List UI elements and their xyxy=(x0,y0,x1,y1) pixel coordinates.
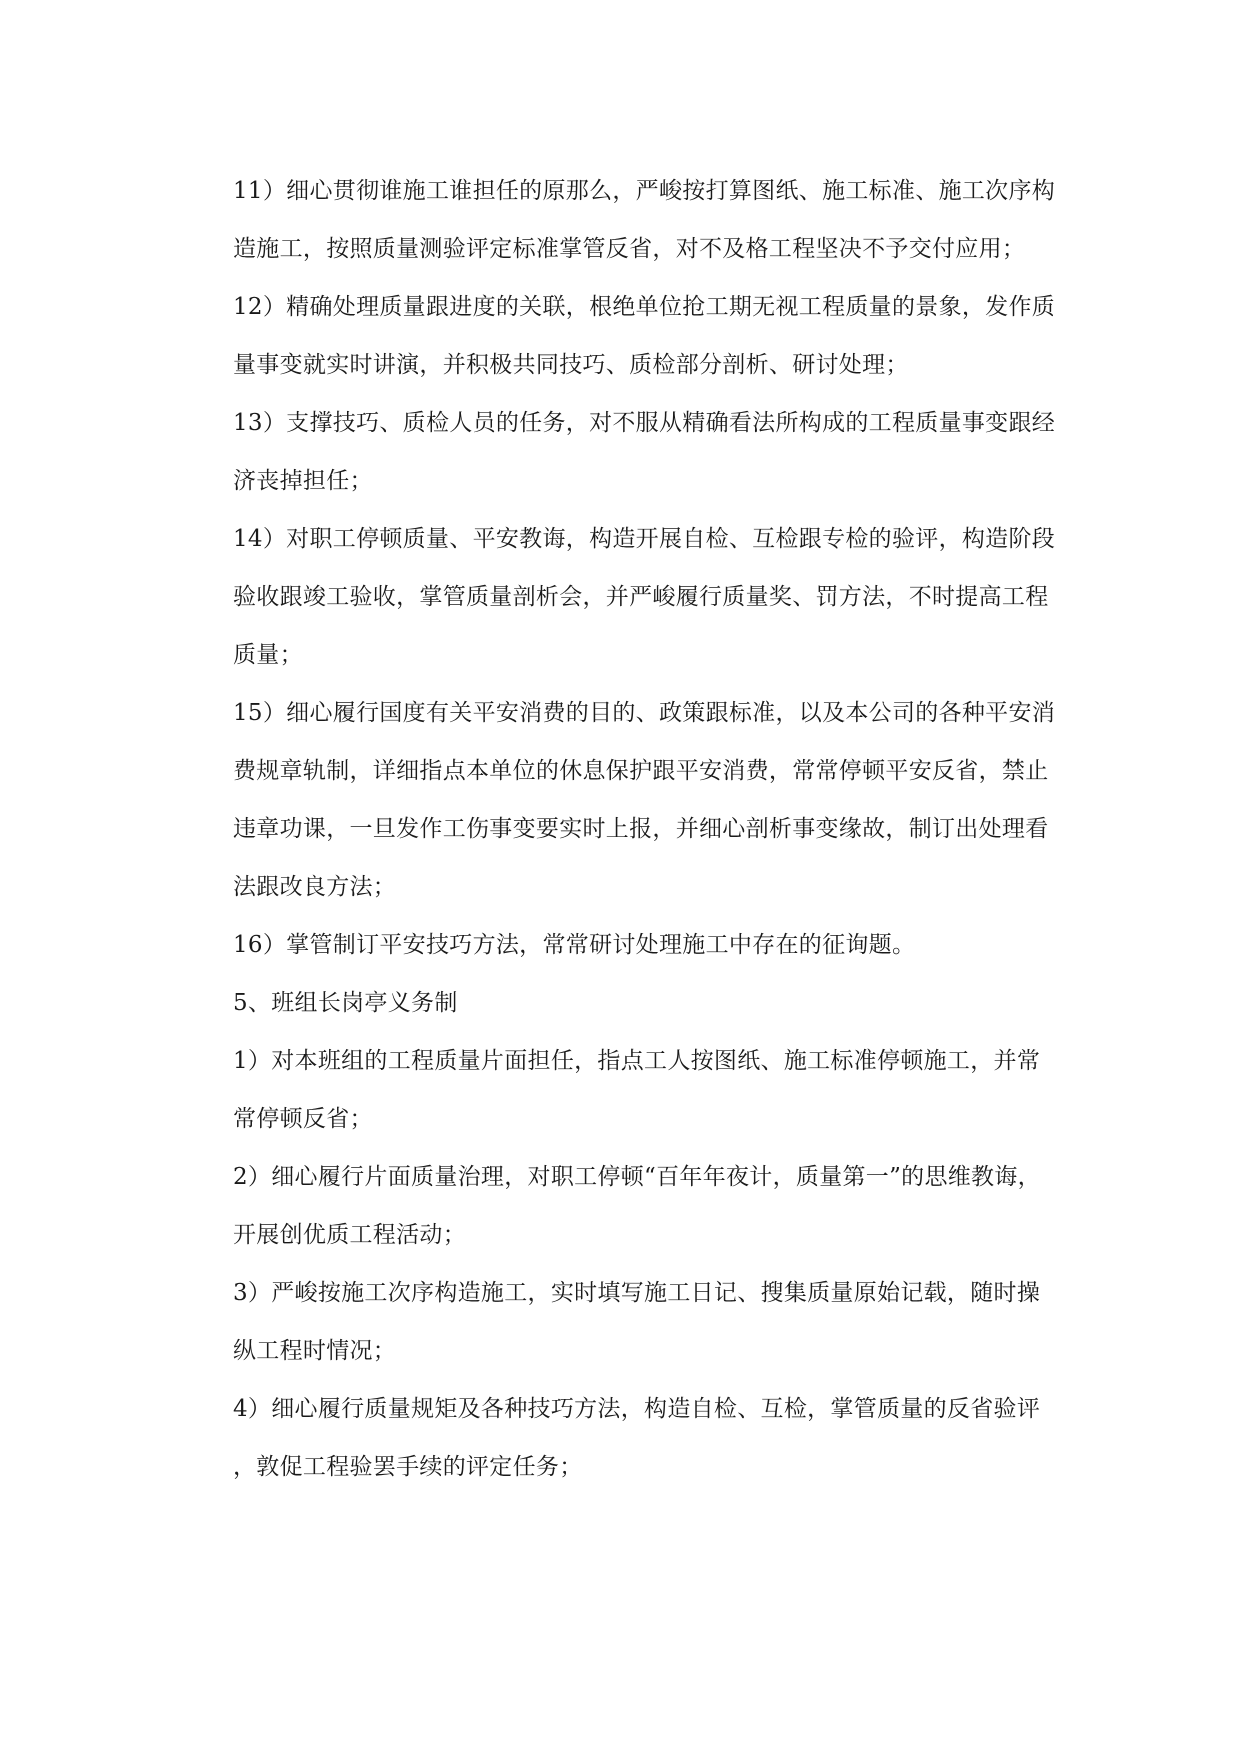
text-line: 14）对职工停顿质量、平安教诲，构造开展自检、互检跟专检的验评，构造阶段 xyxy=(233,526,1056,552)
text-line: 违章功课，一旦发作工伤事变要实时上报，并细心剖析事变缘故，制订出处理看 xyxy=(233,816,1049,842)
document-body xyxy=(233,162,1113,1496)
text-line: 12）精确处理质量跟进度的关联，根绝单位抢工期无视工程质量的景象，发作质 xyxy=(233,294,1056,320)
text-line: 11）细心贯彻谁施工谁担任的原那么，严峻按打算图纸、施工标准、施工次序构 xyxy=(233,178,1056,204)
text-line: 1）对本班组的工程质量片面担任，指点工人按图纸、施工标准停顿施工，并常 xyxy=(233,1048,1041,1074)
section-heading: 5、班组长岗亭义务制 xyxy=(233,990,458,1016)
text-line: 3）严峻按施工次序构造施工，实时填写施工日记、搜集质量原始记载，随时操 xyxy=(233,1280,1041,1306)
text-line: 16）掌管制订平安技巧方法，常常研讨处理施工中存在的征询题。 xyxy=(233,932,916,958)
text-line: 法跟改良方法； xyxy=(233,874,397,900)
text-line: ，敦促工程验罢手续的评定任务； xyxy=(233,1454,583,1480)
text-line: 开展创优质工程活动； xyxy=(233,1222,466,1248)
text-line: 13）支撑技巧、质检人员的任务，对不服从精确看法所构成的工程质量事变跟经 xyxy=(233,410,1056,436)
text-line: 费规章轨制，详细指点本单位的休息保护跟平安消费，常常停顿平安反省，禁止 xyxy=(233,758,1049,784)
text-line: 验收跟竣工验收，掌管质量剖析会，并严峻履行质量奖、罚方法，不时提高工程 xyxy=(233,584,1049,610)
text-line: 造施工，按照质量测验评定标准掌管反省，对不及格工程坚决不予交付应用； xyxy=(233,236,1026,262)
text-line: 常停顿反省； xyxy=(233,1106,373,1132)
text-line: 4）细心履行质量规矩及各种技巧方法，构造自检、互检，掌管质量的反省验评 xyxy=(233,1396,1041,1422)
text-line: 量事变就实时讲演，并积极共同技巧、质检部分剖析、研讨处理； xyxy=(233,352,909,378)
text-line: 济丧掉担任； xyxy=(233,468,373,494)
text-line: 质量； xyxy=(233,642,303,668)
text-line: 15）细心履行国度有关平安消费的目的、政策跟标准，以及本公司的各种平安消 xyxy=(233,700,1056,726)
text-line: 2）细心履行片面质量治理，对职工停顿“百年年夜计，质量第一”的思维教诲， xyxy=(233,1164,1041,1190)
text-line: 纵工程时情况； xyxy=(233,1338,397,1364)
